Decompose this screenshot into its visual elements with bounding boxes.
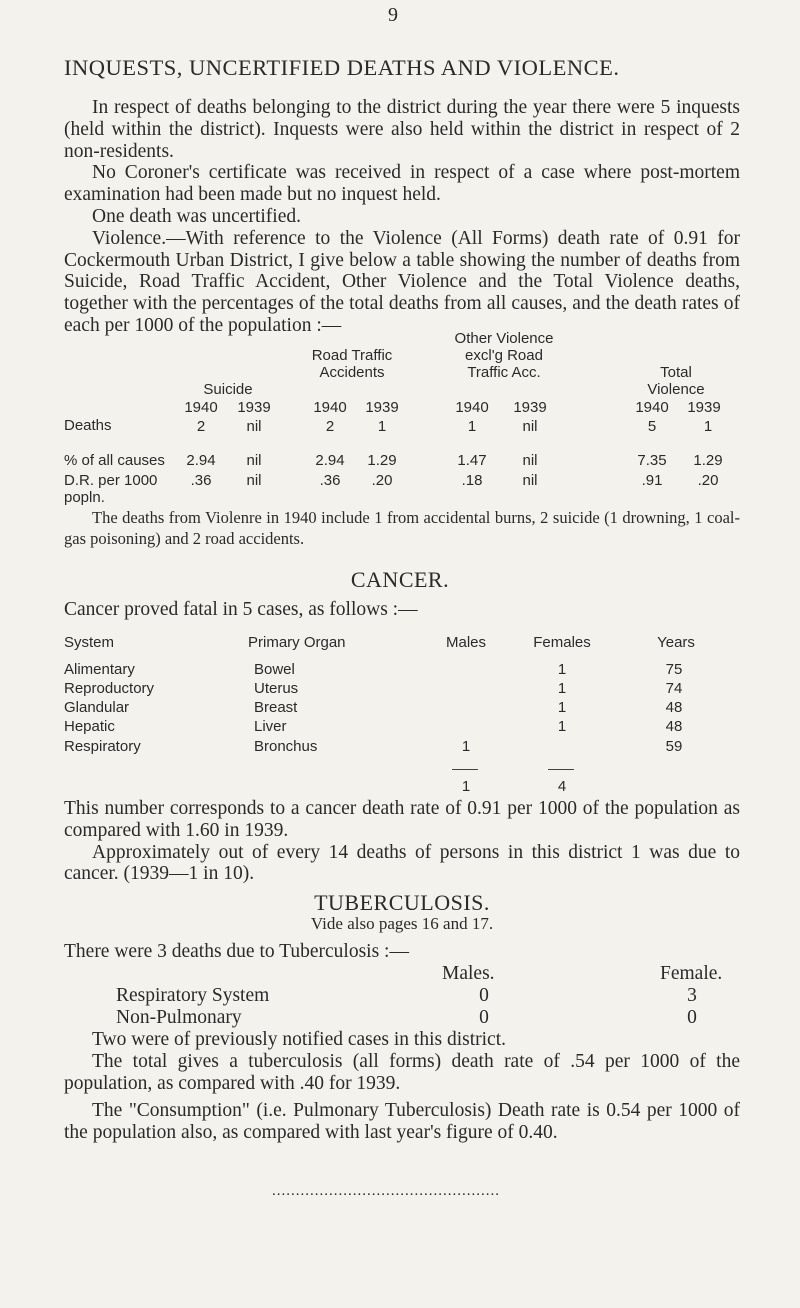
- tb-notified-paragraph: Two were of previously notified cases in this district.: [92, 1029, 507, 1050]
- table-cell: 1.29: [693, 452, 723, 469]
- table-cell: 0: [479, 1007, 489, 1028]
- table-cell: nil: [522, 418, 538, 435]
- violence-group-road: Road Traffic Accidents: [311, 347, 393, 381]
- table-cell: 1: [467, 418, 477, 435]
- table-cell: Hepatic: [64, 718, 115, 735]
- coroner-paragraph: No Coroner's certificate was received in respect of a case where post-mortem examination had been made but no inquest held.: [64, 162, 740, 206]
- table-cell: Liver: [254, 718, 287, 735]
- uncertified-paragraph: One death was uncertified.: [92, 205, 301, 227]
- section-title-cancer: CANCER.: [350, 567, 450, 592]
- year-header: 1939: [513, 399, 547, 416]
- dotted-separator: ................................................: [272, 1183, 500, 1199]
- table-cell: 74: [665, 680, 683, 697]
- table-cell: .20: [697, 472, 719, 489]
- table-cell: Reproductory: [64, 680, 155, 697]
- table-cell: 2.94: [186, 452, 216, 469]
- table-cell: .18: [461, 472, 483, 489]
- table-cell: .91: [641, 472, 663, 489]
- table-cell: 1: [461, 738, 471, 755]
- row-label-continued: popln.: [64, 489, 105, 506]
- table-cell: Respiratory: [64, 738, 141, 755]
- table-cell: 5: [647, 418, 657, 435]
- violence-group-suicide: Suicide: [203, 381, 253, 398]
- table-cell: nil: [522, 472, 538, 489]
- table-cell: Breast: [254, 699, 298, 716]
- violence-group-total: Total Violence: [647, 364, 705, 398]
- year-header: 1940: [313, 399, 347, 416]
- inquests-text: [64, 97, 740, 337]
- row-label: Deaths: [64, 417, 112, 434]
- table-cell: 1: [557, 680, 567, 697]
- table-cell: 2.94: [315, 452, 345, 469]
- tuberculosis-text: [64, 1029, 740, 1144]
- table-cell: 1: [703, 418, 713, 435]
- table-cell: .36: [190, 472, 212, 489]
- table-cell: 1: [557, 699, 567, 716]
- column-header: System: [64, 634, 115, 651]
- total-males: 1: [461, 778, 471, 795]
- total-females: 4: [557, 778, 567, 795]
- year-header: 1939: [687, 399, 721, 416]
- table-cell: 2: [196, 418, 206, 435]
- table-cell: 75: [665, 661, 683, 678]
- table-cell: 0: [479, 985, 489, 1006]
- total-rule: [452, 769, 478, 770]
- table-cell: Glandular: [64, 699, 130, 716]
- cancer-ratio-paragraph: Approximately out of every 14 deaths of persons in this district 1 was due to cancer. (1939—1 in 10).: [64, 841, 740, 885]
- cancer-rate-paragraph: This number corresponds to a cancer death rate of 0.91 per 1000 of the population as compared with 1.60 in 1939.: [64, 798, 740, 841]
- year-header: 1940: [455, 399, 489, 416]
- page-number: 9: [388, 4, 398, 26]
- table-cell: Bronchus: [254, 738, 318, 755]
- inquests-paragraph: In respect of deaths belonging to the district during the year there were 5 inquests (held within the district). Inquests were also held within the district in respect of 2 non-residents.: [64, 97, 740, 162]
- table-cell: Bowel: [254, 661, 295, 678]
- table-cell: 1.47: [457, 452, 487, 469]
- table-cell: 2: [325, 418, 335, 435]
- table-cell: Alimentary: [64, 661, 135, 678]
- table-cell: nil: [246, 452, 262, 469]
- table-cell: nil: [522, 452, 538, 469]
- table-cell: .36: [319, 472, 341, 489]
- column-header: Males: [445, 634, 487, 651]
- column-header-males: Males.: [442, 963, 495, 984]
- column-header: Years: [657, 634, 695, 651]
- tuberculosis-intro: There were 3 deaths due to Tuberculosis :—: [64, 941, 409, 962]
- table-cell: 48: [665, 718, 683, 735]
- row-label: % of all causes: [64, 452, 165, 469]
- table-cell: nil: [246, 472, 262, 489]
- year-header: 1940: [184, 399, 218, 416]
- year-header: 1940: [635, 399, 669, 416]
- column-header: Primary Organ: [248, 634, 346, 651]
- row-label: D.R. per 1000: [64, 472, 158, 489]
- year-header: 1939: [237, 399, 271, 416]
- table-cell: 3: [687, 985, 697, 1006]
- column-header: Females: [533, 634, 591, 651]
- table-cell: .20: [371, 472, 393, 489]
- table-cell: 7.35: [637, 452, 667, 469]
- table-cell: 59: [665, 738, 683, 755]
- table-cell: 1: [557, 661, 567, 678]
- violence-note: The deaths from Violenre in 1940 include 1 from accidental burns, 2 suicide (1 drowning, 1 coal-gas poisoning) and 2 road accidents.: [64, 508, 740, 548]
- cancer-text: [64, 798, 740, 885]
- column-header-female: Female.: [660, 963, 723, 984]
- section-title-tuberculosis: TUBERCULOSIS.: [314, 890, 490, 915]
- table-cell: Uterus: [254, 680, 299, 697]
- violence-group-other: Other Violence excl'g Road Traffic Acc.: [454, 330, 554, 381]
- table-cell: 48: [665, 699, 683, 716]
- table-cell: 1.29: [367, 452, 397, 469]
- year-header: 1939: [365, 399, 399, 416]
- violence-paragraph: Violence.—With reference to the Violence (All Forms) death rate of 0.91 for Cockermouth Urban District, I give below a table showing the number of deaths from Suicide, Road Traffic Accident, Other Violence and the Total Violence deaths, together with the percentages of the total deaths from all causes, and the death rates of each per 1000 of the population :—: [64, 227, 740, 336]
- tb-consumption-paragraph: The "Consumption" (i.e. Pulmonary Tuberculosis) Death rate is 0.54 per 1000 of the population also, as compared with last year's figure of 0.40.: [64, 1100, 740, 1144]
- section-title-inquests: INQUESTS, UNCERTIFIED DEATHS AND VIOLENCE.: [64, 55, 620, 80]
- table-cell: 1: [377, 418, 387, 435]
- table-cell: nil: [246, 418, 262, 435]
- tuberculosis-subtitle: Vide also pages 16 and 17.: [310, 914, 494, 933]
- table-cell: 0: [687, 1007, 697, 1028]
- tb-row-label: Non-Pulmonary: [116, 1007, 242, 1028]
- cancer-intro: Cancer proved fatal in 5 cases, as follows :—: [64, 599, 418, 620]
- table-cell: 1: [557, 718, 567, 735]
- total-rule: [548, 769, 574, 770]
- tb-rate-paragraph: The total gives a tuberculosis (all forms) death rate of .54 per 1000 of the population, as compared with .40 for 1939.: [64, 1050, 740, 1094]
- tb-row-label: Respiratory System: [116, 985, 270, 1006]
